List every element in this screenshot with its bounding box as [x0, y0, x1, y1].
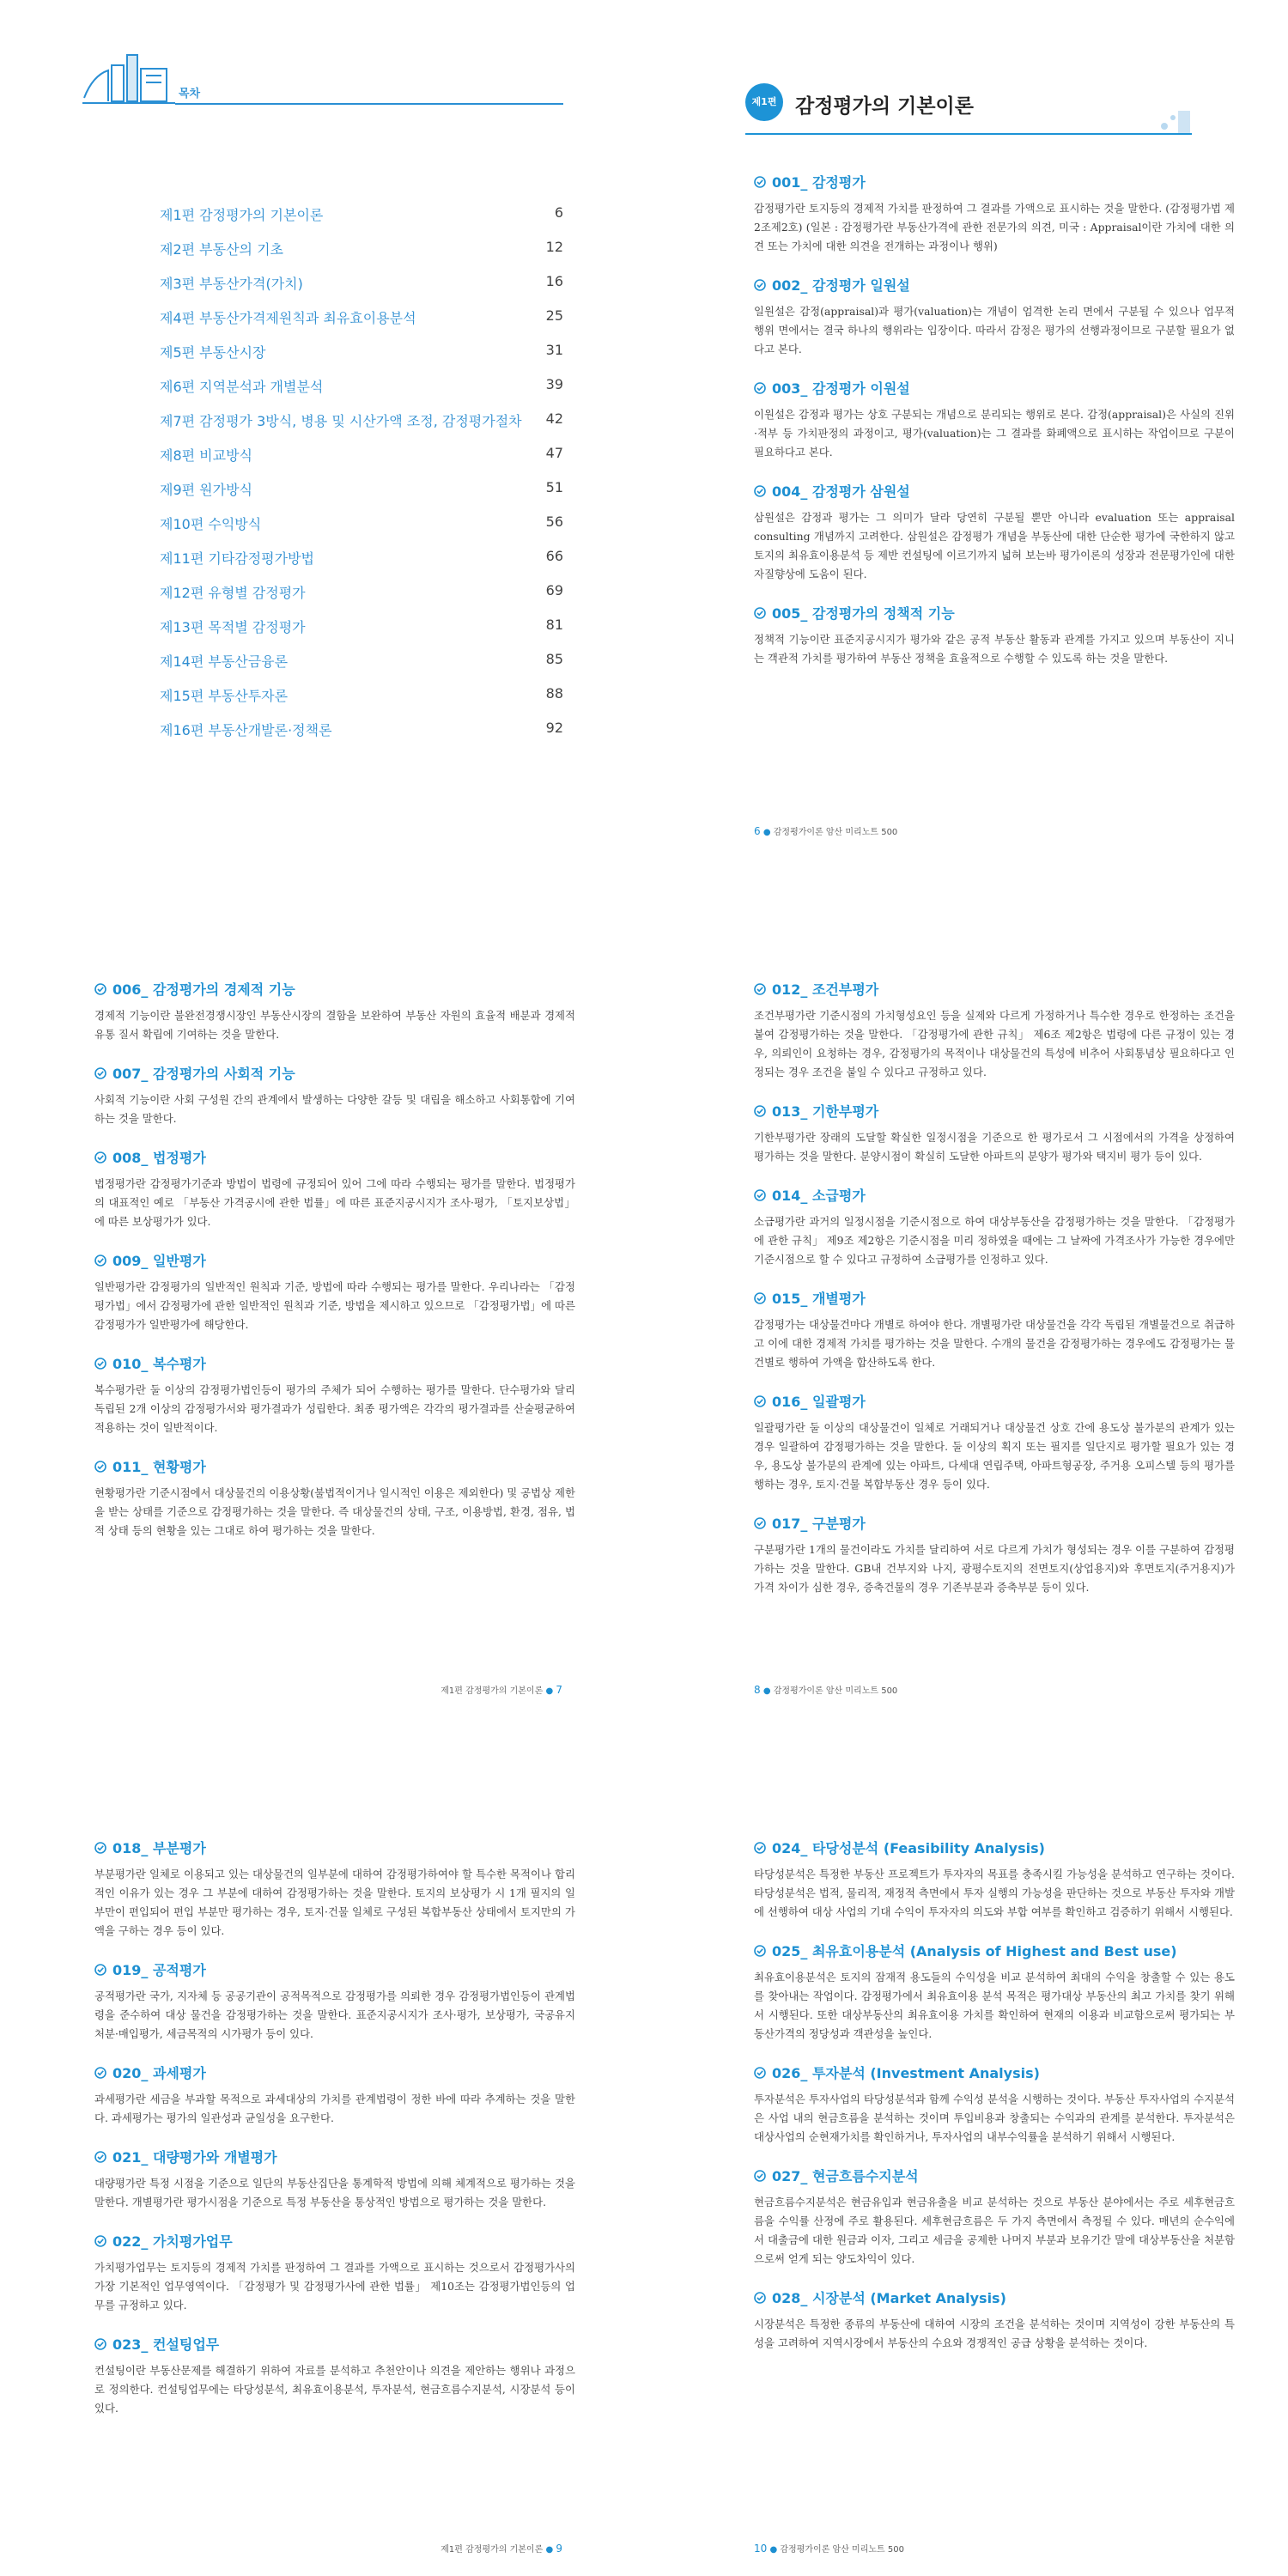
footer-text: 제1편 감정평가의 기본이론: [440, 2545, 544, 2555]
term-entry: [754, 2166, 1235, 2269]
term-entry: [754, 481, 1235, 584]
toc-item-page: 92: [545, 720, 563, 736]
toc-item[interactable]: [160, 307, 563, 342]
term-body: 경제적 기능이란 불완전경쟁시장인 부동산시장의 결함을 보완하여 부동산 자원의 효율적 배분과 경제적 유통 질서 확립에 기여하는 것을 말한다.: [94, 1009, 575, 1041]
term-entry: [754, 378, 1235, 462]
term-body: 시장분석은 특정한 종류의 부동산에 대하여 시장의 조건을 분석하는 것이며 지역성이 강한 부동산의 특성을 고려하여 지역시장에서 부동산의 수요와 경쟁적인 공급 상황을 분석하는 것이다.: [754, 2318, 1235, 2349]
check-circle-icon: [94, 1461, 106, 1473]
term-entry: [94, 2334, 575, 2418]
toc-title: 목차: [179, 88, 201, 100]
page-number: 10: [754, 2543, 768, 2555]
toc-item-page: 12: [545, 239, 563, 255]
toc-item-page: 69: [545, 582, 563, 598]
toc-item[interactable]: [160, 376, 563, 410]
toc-item-page: 88: [545, 685, 563, 702]
check-circle-icon: [94, 983, 106, 995]
term-body: 공적평가란 국가, 지자체 등 공공기관이 공적목적으로 감정평가를 의뢰한 경우 감정평가법인등이 관계법령을 준수하여 대상 물건을 감정평가하는 것을 말한다. 표준지공시지가 조사·평가, 보상평가, 국공유지 처분·매입평가, 세금목적의 시가평가 등이 있다.: [94, 1990, 575, 2040]
term-entry: [754, 2063, 1235, 2147]
term-title: 001_ 감정평가: [772, 174, 866, 191]
term-title: 010_ 복수평가: [112, 1356, 206, 1372]
toc-item-page: 66: [545, 548, 563, 564]
term-title: 021_ 대량평가와 개별평가: [112, 2149, 277, 2166]
check-circle-icon: [754, 1945, 766, 1957]
check-circle-icon: [754, 1292, 766, 1304]
toc-item[interactable]: [160, 204, 563, 239]
check-circle-icon: [94, 1964, 106, 1976]
check-circle-icon: [754, 382, 766, 394]
check-circle-icon: [754, 1395, 766, 1407]
term-entry: [754, 1101, 1235, 1166]
check-circle-icon: [754, 1105, 766, 1117]
check-circle-icon: [94, 1358, 106, 1370]
term-title: 003_ 감정평가 이원설: [772, 380, 910, 397]
check-circle-icon: [754, 1842, 766, 1854]
toc-item-page: 47: [545, 445, 563, 461]
term-entry: [94, 2147, 575, 2212]
term-title: 011_ 현황평가: [112, 1459, 206, 1475]
toc-item[interactable]: [160, 582, 563, 617]
check-circle-icon: [94, 1067, 106, 1079]
term-title: 005_ 감정평가의 정책적 기능: [772, 605, 955, 622]
content-page: [0, 1717, 644, 2576]
term-title: 016_ 일괄평가: [772, 1394, 866, 1410]
check-circle-icon: [94, 1151, 106, 1163]
toc-item-label: 제3편 부동산가격(가치): [160, 276, 303, 292]
page-number: 9: [556, 2543, 562, 2555]
toc-item-label: 제9편 원가방식: [160, 482, 253, 498]
term-body: 삼원설은 감정과 평가는 그 의미가 달라 당연히 구분될 뿐만 아니라 evaluation 또는 appraisal consulting 개념까지 고려한다. 삼원설은 감정평가 개념을 부동산에 대한 단순한 평가에 국한하지 않고 토지의 최유효이용분석 등 제반 컨설팅에 이르기까지 넓혀 보는바 평가이론의 성장과 전문평가인에 대한 자질향상에 도움이 된다.: [754, 511, 1235, 580]
term-title: 018_ 부분평가: [112, 1840, 206, 1856]
footer-text: 제1편 감정평가의 기본이론: [440, 1686, 544, 1696]
check-circle-icon: [94, 1842, 106, 1854]
toc-item[interactable]: [160, 548, 563, 582]
page-number: 7: [556, 1684, 562, 1696]
term-entry: [94, 2231, 575, 2315]
term-body: 감정평가란 토지등의 경제적 가치를 판정하여 그 결과를 가액으로 표시하는 것을 말한다. (감정평가법 제2조제2호) (일본 : 감정평가란 부동산가격에 관한 전문가의 의견, 미국 : Appraisal이란 가치에 대한 의견 또는 가치에 대한 의견을 전개하는 과정이나 행위): [754, 202, 1235, 252]
term-entry: [94, 1959, 575, 2044]
toc-item-label: 제2편 부동산의 기초: [160, 241, 283, 258]
term-title: 008_ 법정평가: [112, 1150, 206, 1166]
toc-item-page: 51: [545, 479, 563, 495]
toc-item-label: 제7편 감정평가 3방식, 병용 및 시산가액 조정, 감정평가절차: [160, 413, 522, 429]
term-body: 사회적 기능이란 사회 구성원 간의 관계에서 발생하는 다양한 갈등 및 대립을 해소하고 사회통합에 기여하는 것을 말한다.: [94, 1093, 575, 1125]
check-circle-icon: [94, 2235, 106, 2247]
content-page: [0, 859, 644, 1717]
toc-item-label: 제8편 비교방식: [160, 447, 253, 464]
toc-divider: [175, 103, 563, 105]
toc-item[interactable]: [160, 513, 563, 548]
toc-item-label: 제13편 목적별 감정평가: [160, 619, 306, 635]
term-entry: [754, 979, 1235, 1082]
term-title: 020_ 과세평가: [112, 2065, 206, 2081]
term-title: 023_ 컨설팅업무: [112, 2336, 220, 2353]
page-footer: 10 ● 감정평가이론 암산 미리노트 500: [754, 2543, 904, 2555]
term-entry: [94, 1147, 575, 1231]
content-page: [644, 1717, 1288, 2576]
footer-text: 감정평가이론 암산 미리노트 500: [773, 1686, 898, 1696]
term-entry: [94, 1456, 575, 1540]
term-title: 026_ 투자분석 (Investment Analysis): [772, 2065, 1040, 2081]
term-body: 정책적 기능이란 표준지공시지가 평가와 같은 공적 부동산 활동과 관계를 가지고 있으며 부동산이 지니는 객관적 가치를 평가하여 부동산 정책을 효율적으로 수행할 수 있도록 하는 것을 말한다.: [754, 633, 1235, 665]
term-title: 007_ 감정평가의 사회적 기능: [112, 1066, 295, 1082]
check-circle-icon: [94, 2067, 106, 2079]
page-footer: 6 ● 감정평가이론 암산 미리노트 500: [754, 825, 898, 837]
toc-item-page: 39: [545, 376, 563, 392]
chapter-badge: 제1편: [745, 83, 783, 121]
chapter-header: [745, 83, 1192, 140]
toc-item-label: 제16편 부동산개발론·정책론: [160, 722, 332, 738]
toc-item-label: 제4편 부동산가격제원칙과 최유효이용분석: [160, 310, 416, 326]
term-body: 법정평가란 감정평가기준과 방법이 법령에 규정되어 있어 그에 따라 수행되는 평가를 말한다. 법정평가의 대표적인 예로 「부동산 가격공시에 관한 법률」에 따른 표준지공시지가 조사·평가, 「토지보상법」에 따른 보상평가가 있다.: [94, 1177, 575, 1228]
term-entry: [754, 1391, 1235, 1494]
term-column: [94, 1838, 575, 2437]
page-footer: 제1편 감정평가의 기본이론 ● 9: [440, 2543, 562, 2555]
footer-text: 감정평가이론 암산 미리노트 500: [773, 828, 898, 837]
page-footer: 8 ● 감정평가이론 암산 미리노트 500: [754, 1684, 898, 1696]
check-circle-icon: [754, 607, 766, 619]
toc-item-page: 6: [554, 204, 563, 221]
term-entry: [754, 603, 1235, 668]
toc-item-page: 25: [545, 307, 563, 324]
term-entry: [754, 1288, 1235, 1372]
toc-item-label: 제14편 부동산금융론: [160, 653, 289, 670]
term-title: 024_ 타당성분석 (Feasibility Analysis): [772, 1840, 1045, 1856]
term-title: 017_ 구분평가: [772, 1516, 866, 1532]
page-number: 6: [754, 825, 761, 837]
term-entry: [754, 1513, 1235, 1597]
term-column: [94, 979, 575, 1559]
term-body: 일반평가란 감정평가의 일반적인 원칙과 기준, 방법에 따라 수행되는 평가를 말한다. 우리나라는 「감정평가법」에서 감정평가에 관한 일반적인 원칙과 기준, 방법을 제시하고 있으므로 「감정평가법」에 따른 감정평가가 일반평가에 해당한다.: [94, 1280, 575, 1331]
term-title: 004_ 감정평가 삼원설: [772, 483, 910, 500]
term-entry: [754, 1838, 1235, 1922]
toc-list: [160, 204, 563, 754]
check-circle-icon: [754, 279, 766, 291]
term-title: 012_ 조건부평가: [772, 981, 879, 998]
term-body: 이원설은 감정과 평가는 상호 구분되는 개념으로 분리되는 행위로 본다. 감정(appraisal)은 사실의 진위·적부 등 가치판정의 과정이고, 평가(valuation)는 그 결과를 화폐액으로 표시하는 작업이므로 구분이 필요하다고 본다.: [754, 408, 1235, 459]
term-body: 감정평가는 대상물건마다 개별로 하여야 한다. 개별평가란 대상물건을 각각 독립된 개별물건으로 취급하고 이에 대한 경제적 가치를 평가하는 것을 말한다. 수개의 물건을 감정평가하는 경우에도 감정평가는 물건별로 행하여 가액을 합산하도록 한다.: [754, 1318, 1235, 1369]
content-page: [644, 859, 1288, 1717]
toc-item[interactable]: [160, 617, 563, 651]
term-body: 기한부평가란 장래의 도달할 확실한 일정시점을 기준으로 한 평가로서 그 시점에서의 가격을 상정하여 평가하는 것을 말한다. 분양시점이 확실히 도달한 아파트의 분양가 평가와 택지비 평가 등이 있다.: [754, 1131, 1235, 1163]
term-title: 014_ 소급평가: [772, 1188, 866, 1204]
term-entry: [94, 2063, 575, 2128]
term-body: 소급평가란 과거의 일정시점을 기준시점으로 하여 대상부동산을 감정평가하는 것을 말한다. 「감정평가에 관한 규칙」 제9조 제2항은 기준시점을 미리 정하였을 때에는 그 날짜에 가격조사가 가능한 경우에만 기준시점으로 할 수 있다고 규정하여 소급평가를 인정하고 있다.: [754, 1215, 1235, 1266]
check-circle-icon: [754, 983, 766, 995]
toc-item-page: 16: [545, 273, 563, 289]
term-entry: [94, 979, 575, 1044]
term-column: [754, 979, 1235, 1616]
toc-item[interactable]: [160, 342, 563, 376]
toc-item-label: 제12편 유형별 감정평가: [160, 585, 306, 601]
check-circle-icon: [754, 485, 766, 497]
toc-item[interactable]: [160, 651, 563, 685]
term-column: [754, 172, 1235, 687]
term-body: 타당성분석은 특정한 부동산 프로젝트가 투자자의 목표를 충족시킬 가능성을 분석하고 연구하는 것이다. 타당성분석은 법적, 물리적, 재정적 측면에서 투자 실행의 가능성을 판단하는 것으로 부동산 투자와 개발에 선행하여 대상 사업의 기대 수익이 투자자의 의도와 부합 여부를 확인하고 검증하기 위해서 시행된다.: [754, 1868, 1235, 1918]
toc-item-label: 제1편 감정평가의 기본이론: [160, 207, 324, 223]
check-circle-icon: [754, 2292, 766, 2304]
term-entry: [754, 2287, 1235, 2353]
toc-item-label: 제6편 지역분석과 개별분석: [160, 379, 324, 395]
term-body: 일원설은 감정(appraisal)과 평가(valuation)는 개념이 엄격한 논리 면에서 구분될 수 있으나 업무적 행위 면에서는 결국 하나의 행위라는 입장이다. 따라서 감정은 평가의 선행과정이므로 구분할 필요가 없다고 본다.: [754, 305, 1235, 355]
chapter-title: 감정평가의 기본이론: [795, 95, 974, 118]
term-body: 조건부평가란 기준시점의 가치형성요인 등을 실제와 다르게 가정하거나 특수한 경우로 한정하는 조건을 붙여 감정평가하는 것을 말한다. 「감정평가에 관한 규칙」 제6조 제2항은 법령에 다른 규정이 있는 경우, 의뢰인이 요청하는 경우, 감정평가의 목적이나 대상물건의 특성에 비추어 사회통념상 필요하다고 인정되는 경우 조건을 붙일 수 있다고 규정하고 있다.: [754, 1009, 1235, 1078]
toc-item[interactable]: [160, 273, 563, 307]
toc-item-page: 42: [545, 410, 563, 427]
term-entry: [94, 1250, 575, 1334]
term-title: 013_ 기한부평가: [772, 1103, 879, 1120]
term-entry: [94, 1353, 575, 1437]
building-decoration-icon: [1159, 107, 1194, 133]
check-circle-icon: [754, 2067, 766, 2079]
term-title: 019_ 공적평가: [112, 1962, 206, 1978]
term-entry: [94, 1838, 575, 1941]
building-icon: [82, 50, 177, 106]
page-number: 8: [754, 1684, 761, 1696]
toc-item-page: 85: [545, 651, 563, 667]
check-circle-icon: [754, 2170, 766, 2182]
page-footer: 제1편 감정평가의 기본이론 ● 7: [440, 1684, 562, 1696]
toc-item[interactable]: [160, 479, 563, 513]
term-body: 가치평가업무는 토지등의 경제적 가치를 판정하여 그 결과를 가액으로 표시하는 것으로서 감정평가사의 가장 기본적인 업무영역이다. 「감정평가 및 감정평가사에 관한 법률」 제10조는 감정평가법인등의 업무를 규정하고 있다.: [94, 2261, 575, 2312]
term-body: 컨설팅이란 부동산문제를 해결하기 위하여 자료를 분석하고 추천안이나 의견을 제안하는 행위나 과정으로 정의한다. 컨설팅업무에는 타당성분석, 최유효이용분석, 투자분석, 현금흐름수지분석, 시장분석 등이 있다.: [94, 2364, 575, 2415]
chapter-divider: [745, 133, 1192, 135]
term-body: 일괄평가란 둘 이상의 대상물건이 일체로 거래되거나 대상물건 상호 간에 용도상 불가분의 관계가 있는 경우 일괄하여 감정평가하는 것을 말한다. 둘 이상의 획지 또는 필지를 일단지로 평가할 필요가 있는 경우, 용도상 불가분의 관계에 있는 아파트, 다세대 연립주택, 아파트형공장, 주거용 오피스텔 등의 평가를 행하는 경우, 토지·건물 복합부동산 경우 등이 있다.: [754, 1421, 1235, 1491]
term-title: 027_ 현금흐름수지분석: [772, 2168, 919, 2184]
toc-header: [82, 50, 563, 106]
toc-item[interactable]: [160, 720, 563, 754]
toc-page: [0, 0, 644, 859]
toc-item[interactable]: [160, 410, 563, 445]
term-entry: [94, 1063, 575, 1128]
term-body: 현황평가란 기준시점에서 대상물건의 이용상황(불법적이거나 일시적인 이용은 제외한다) 및 공법상 제한을 받는 상태를 기준으로 감정평가하는 것을 말한다. 즉 대상물건의 상태, 구조, 이용방법, 환경, 점유, 법적 상태 등의 현황을 있는 그대로 하여 평가하는 것을 말한다.: [94, 1486, 575, 1537]
check-circle-icon: [754, 176, 766, 188]
term-body: 현금흐름수지분석은 현금유입과 현금유출을 비교 분석하는 것으로 부동산 분야에서는 주로 세후현금흐름을 수익률 산정에 주로 활용된다. 세후현금흐름은 두 가지 측면에서 측정될 수 있다. 매년의 순수익에서 대출금에 대한 원금과 이자, 그리고 세금을 공제한 나머지 부분과 보유기간 말에 대상부동산을 처분함으로써 얻게 되는 양도차익이 있다.: [754, 2196, 1235, 2265]
term-title: 002_ 감정평가 일원설: [772, 277, 910, 294]
term-title: 028_ 시장분석 (Market Analysis): [772, 2290, 1006, 2306]
term-title: 015_ 개별평가: [772, 1291, 866, 1307]
term-title: 025_ 최유효이용분석 (Analysis of Highest and Best use): [772, 1943, 1177, 1959]
toc-item-page: 31: [545, 342, 563, 358]
toc-item[interactable]: [160, 685, 563, 720]
term-title: 022_ 가치평가업무: [112, 2233, 233, 2250]
term-entry: [754, 172, 1235, 256]
term-body: 과세평가란 세금을 부과할 목적으로 과세대상의 가치를 관계법령이 정한 바에 따라 추계하는 것을 말한다. 과세평가는 평가의 일관성과 균일성을 요구한다.: [94, 2093, 575, 2124]
toc-item-page: 81: [545, 617, 563, 633]
term-title: 006_ 감정평가의 경제적 기능: [112, 981, 295, 998]
term-body: 최유효이용분석은 토지의 잠재적 용도들의 수익성을 비교 분석하여 최대의 수익을 창출할 수 있는 용도를 찾아내는 작업이다. 감정평가에서 최유효이용 분석 목적은 평가대상 부동산의 최고 가치를 찾기 위해서 시행된다. 또한 대상부동산의 최유효이용 가치를 확인하여 현재의 이용과 비교함으로써 평가되는 부동산가격의 정당성과 객관성을 높인다.: [754, 1971, 1235, 2040]
toc-item-label: 제10편 수익방식: [160, 516, 262, 532]
content-page: [644, 0, 1288, 859]
toc-item-label: 제15편 부동산투자론: [160, 688, 289, 704]
toc-item-label: 제5편 부동산시장: [160, 344, 266, 361]
term-entry: [754, 1185, 1235, 1269]
toc-item-page: 56: [545, 513, 563, 530]
term-body: 부분평가란 일체로 이용되고 있는 대상물건의 일부분에 대하여 감정평가하여야 할 특수한 목적이나 합리적인 이유가 있는 경우 그 부분에 대하여 감정평가하는 것을 말한다. 토지의 보상평가 시 1개 필지의 일부만이 편입되어 편입 부분만 평가하는 경우, 토지·건물 일체로 구성된 복합부동산 상태에서 토지만의 가액을 구하는 경우 등이 있다.: [94, 1868, 575, 1937]
toc-item-label: 제11편 기타감정평가방법: [160, 550, 315, 567]
check-circle-icon: [754, 1189, 766, 1201]
term-body: 대량평가란 특정 시점을 기준으로 일단의 부동산집단을 통계학적 방법에 의해 체계적으로 평가하는 것을 말한다. 개별평가란 평가시점을 기준으로 특정 부동산을 통상적인 방법으로 평가하는 것을 말한다.: [94, 2177, 575, 2208]
check-circle-icon: [94, 1255, 106, 1267]
term-title: 009_ 일반평가: [112, 1253, 206, 1269]
term-column: [754, 1838, 1235, 2372]
check-circle-icon: [754, 1517, 766, 1529]
term-body: 투자분석은 투자사업의 타당성분석과 함께 수익성 분석을 시행하는 것이다. 부동산 투자사업의 수지분석은 사업 내의 현금흐름을 분석하는 것이며 투입비용과 창출되는 수익과의 관계를 분석한다. 투자분석은 대상사업의 순현재가치를 확인하거나, 투자사업의 내부수익률을 분석하기 위해서 시행된다.: [754, 2093, 1235, 2143]
footer-text: 감정평가이론 암산 미리노트 500: [780, 2545, 904, 2555]
check-circle-icon: [94, 2338, 106, 2350]
term-entry: [754, 275, 1235, 359]
toc-item[interactable]: [160, 445, 563, 479]
term-body: 복수평가란 둘 이상의 감정평가법인등이 평가의 주체가 되어 수행하는 평가를 말한다. 단수평가와 달리 독립된 2개 이상의 감정평가서와 평가결과가 성립한다. 최종 평가액은 각각의 평가결과를 산술평균하여 적용하는 것이 일반적이다.: [94, 1383, 575, 1434]
term-entry: [754, 1941, 1235, 2044]
check-circle-icon: [94, 2151, 106, 2163]
term-body: 구분평가란 1개의 물건이라도 가치를 달리하여 서로 다르게 가치가 형성되는 경우 이를 구분하여 감정평가하는 것을 말한다. GB내 건부지와 나지, 광평수토지의 전면토지(상업용지)와 후면토지(주거용지)가 가격 차이가 심한 경우, 증축건물의 경우 기존부분과 증축부분 등이 있다.: [754, 1543, 1235, 1594]
toc-item[interactable]: [160, 239, 563, 273]
